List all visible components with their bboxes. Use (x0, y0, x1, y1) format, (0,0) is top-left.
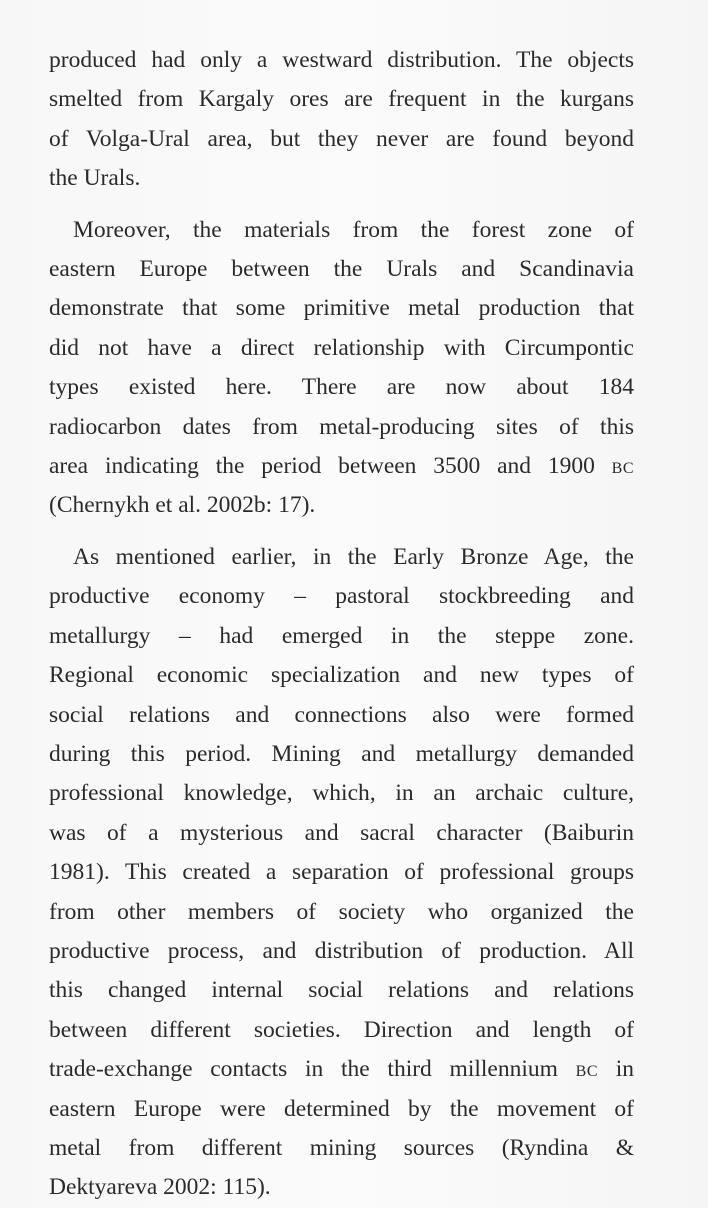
text-line: Moreover, the materials from the forest zone of (73, 216, 634, 243)
text-line: from other members of society who organized the (49, 898, 634, 925)
text-line: social relations and connections also were formed (49, 701, 634, 728)
text-line: smelted from Kargaly ores are frequent in the kurgans (49, 86, 634, 113)
text-line: productive economy – pastoral stockbreeding and (49, 583, 634, 610)
text-line: radiocarbon dates from metal-producing sites of this (49, 413, 634, 440)
paragraph-3 (49, 538, 634, 1208)
text-segment: trade-exchange contacts in the third millennium (49, 1056, 558, 1083)
text-segment: area indicating the period between 3500 and 1900 (49, 453, 595, 480)
text-line: professional knowledge, which, in an archaic culture, (49, 780, 634, 807)
text-line: eastern Europe between the Urals and Scandinavia (49, 256, 634, 283)
text-segment: in (615, 1056, 634, 1083)
text-line: (Chernykh et al. 2002b: 17). (49, 492, 316, 519)
text-line: this changed internal social relations and relations (49, 977, 634, 1004)
text-line: of Volga-Ural area, but they never are found beyond (49, 125, 634, 152)
paragraph-2 (49, 211, 634, 526)
text-line: produced had only a westward distribution. The objects (49, 47, 634, 73)
text-line: was of a mysterious and sacral character (Baiburin (49, 819, 634, 846)
text-line: productive process, and distribution of production. All (49, 937, 634, 964)
text-line: did not have a direct relationship with Circumpontic (49, 334, 634, 361)
era-abbreviation: bc (575, 1056, 598, 1083)
text-line: types existed here. There are now about 184 (49, 374, 634, 401)
text-line: As mentioned earlier, in the Early Bronze Age, the (73, 543, 634, 570)
text-line: metallurgy – had emerged in the steppe zone. (49, 622, 634, 649)
text-line (49, 1050, 634, 1089)
text-line: demonstrate that some primitive metal production that (49, 295, 634, 322)
text-line: the Urals. (49, 165, 141, 192)
text-line: between different societies. Direction and length of (49, 1016, 634, 1043)
text-line: during this period. Mining and metallurgy demanded (49, 740, 634, 767)
text-line (49, 447, 634, 486)
text-line: Regional economic specialization and new types of (49, 662, 634, 689)
era-abbreviation: bc (611, 453, 635, 480)
paragraph-1 (49, 41, 634, 199)
text-line: Dektyareva 2002: 115). (49, 1174, 271, 1201)
text-line: eastern Europe were determined by the movement of (49, 1095, 634, 1122)
text-line: metal from different mining sources (Ryndina & (49, 1134, 634, 1161)
text-line: 1981). This created a separation of professional groups (49, 859, 634, 886)
